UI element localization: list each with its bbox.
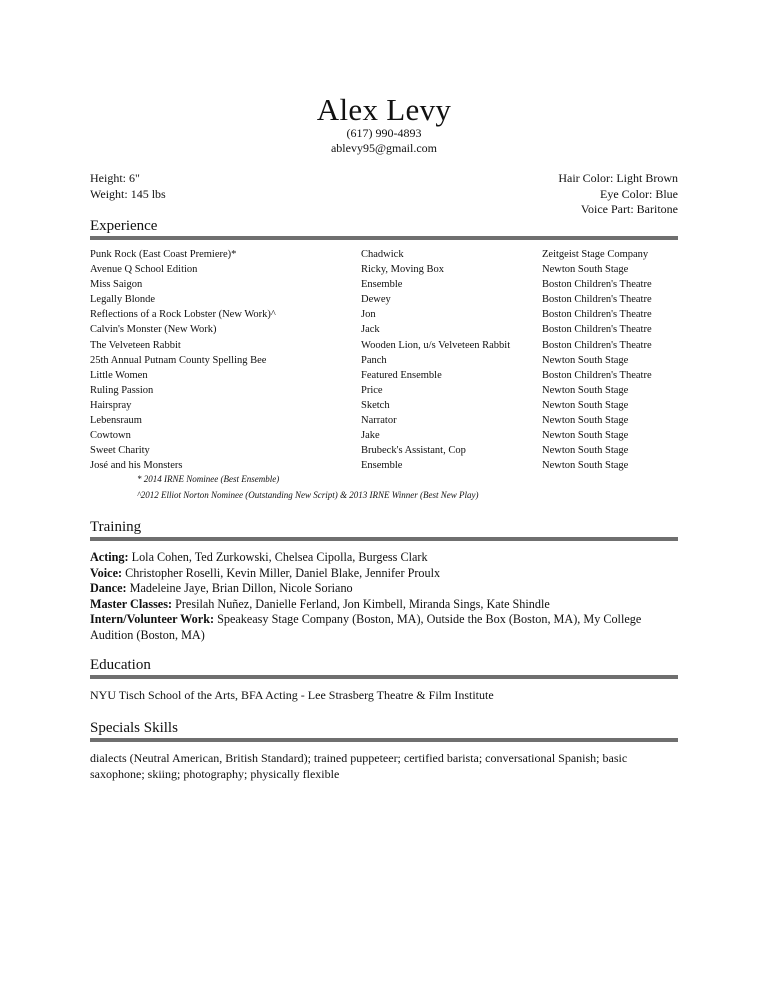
role: Featured Ensemble	[361, 369, 442, 381]
height-stat: Height: 6"	[90, 171, 140, 185]
stats-left	[90, 171, 166, 202]
education-heading: Education	[90, 657, 151, 673]
role: Panch	[361, 354, 387, 366]
experience-row	[90, 277, 678, 292]
role: Ensemble	[361, 279, 403, 291]
company: Newton South Stage	[542, 430, 629, 442]
education-text: NYU Tisch School of the Arts, BFA Acting - Lee Strasberg Theatre & Film Institute	[90, 688, 494, 702]
show-title: Miss Saigon	[90, 279, 143, 291]
email-address: ablevy95@gmail.com	[330, 141, 438, 155]
eye-color-stat: Eye Color: Blue	[600, 186, 678, 201]
training-divider	[90, 537, 678, 541]
show-title: Little Women	[90, 369, 148, 381]
training-heading: Training	[90, 519, 142, 535]
experience-row	[90, 413, 678, 428]
education-divider	[90, 675, 678, 679]
company: Boston Children's Theatre	[542, 294, 652, 306]
experience-table	[90, 247, 678, 473]
training-master-classes: Master Classes: Presilah Nuñez, Danielle Ferland, Jon Kimbell, Miranda Sings, Kate Shindle	[90, 596, 550, 611]
company: Boston Children's Theatre	[542, 309, 652, 321]
footnote-irne: * 2014 IRNE Nominee (Best Ensemble)	[137, 474, 280, 484]
role: Chadwick	[361, 249, 404, 260]
company: Newton South Stage	[542, 264, 629, 276]
experience-row	[90, 428, 678, 443]
weight-stat: Weight: 145 lbs	[90, 186, 166, 201]
experience-row	[90, 292, 678, 307]
experience-divider	[90, 236, 678, 240]
role: Brubeck's Assistant, Cop	[361, 445, 466, 457]
role: Ensemble	[361, 460, 403, 472]
experience-row	[90, 307, 678, 322]
show-title: 25th Annual Putnam County Spelling Bee	[90, 354, 267, 366]
company: Newton South Stage	[542, 384, 629, 396]
hair-color-stat: Hair Color: Light Brown	[558, 171, 678, 185]
experience-row	[90, 322, 678, 337]
skills-heading: Specials Skills	[90, 720, 178, 736]
company: Newton South Stage	[542, 399, 629, 411]
role: Ricky, Moving Box	[361, 264, 445, 276]
company: Newton South Stage	[542, 460, 629, 472]
role: Jake	[361, 430, 380, 442]
role: Narrator	[361, 415, 397, 427]
company: Boston Children's Theatre	[542, 339, 652, 351]
company: Newton South Stage	[542, 354, 629, 366]
role: Dewey	[361, 294, 391, 306]
experience-row	[90, 368, 678, 383]
company: Boston Children's Theatre	[542, 279, 652, 291]
show-title: Sweet Charity	[90, 445, 150, 457]
show-title: Hairspray	[90, 399, 132, 411]
phone-number: (617) 990-4893	[346, 126, 422, 140]
show-title: José and his Monsters	[90, 460, 183, 472]
training-intern-work: Intern/Volunteer Work: Speakeasy Stage Company (Boston, MA), Outside the Box (Boston, MA), My College Audition (Boston, MA)	[90, 612, 642, 642]
company: Newton South Stage	[542, 445, 629, 457]
experience-row	[90, 247, 678, 262]
stats-right	[558, 171, 678, 218]
show-title: Ruling Passion	[90, 384, 154, 396]
role: Price	[361, 384, 383, 396]
role: Sketch	[361, 399, 390, 411]
show-title: Cowtown	[90, 430, 131, 442]
training-voice: Voice: Christopher Roselli, Kevin Miller, Daniel Blake, Jennifer Proulx	[90, 565, 441, 580]
experience-row	[90, 262, 678, 277]
voice-part-stat: Voice Part: Baritone	[580, 202, 678, 216]
skills-text: dialects (Neutral American, British Standard); trained puppeteer; certified barista; conversational Spanish; basic saxophone; skiing; photography; physically flexible	[90, 751, 628, 781]
experience-row	[90, 353, 678, 368]
footnote-norton: ^2012 Elliot Norton Nominee (Outstanding New Script) & 2013 IRNE Winner (Best New Play)	[137, 490, 479, 500]
company: Boston Children's Theatre	[542, 369, 652, 381]
show-title: The Velveteen Rabbit	[90, 339, 181, 351]
show-title: Avenue Q School Edition	[90, 264, 198, 276]
show-title: Calvin's Monster (New Work)	[90, 324, 217, 336]
experience-row	[90, 458, 678, 473]
experience-row	[90, 338, 678, 353]
training-acting: Acting: Lola Cohen, Ted Zurkowski, Chelsea Cipolla, Burgess Clark	[90, 550, 428, 564]
resume-name: Alex Levy	[316, 92, 452, 127]
show-title: Punk Rock (East Coast Premiere)*	[90, 249, 237, 260]
role: Jack	[361, 324, 380, 336]
experience-row	[90, 443, 678, 458]
experience-row	[90, 398, 678, 413]
company: Newton South Stage	[542, 415, 629, 427]
role: Jon	[361, 309, 376, 321]
show-title: Legally Blonde	[90, 294, 156, 306]
experience-row	[90, 383, 678, 398]
show-title: Lebensraum	[90, 415, 142, 427]
training-dance: Dance: Madeleine Jaye, Brian Dillon, Nicole Soriano	[90, 581, 353, 595]
experience-heading: Experience	[90, 218, 158, 234]
company: Zeitgeist Stage Company	[542, 249, 649, 260]
company: Boston Children's Theatre	[542, 324, 652, 336]
skills-divider	[90, 738, 678, 742]
show-title: Reflections of a Rock Lobster (New Work)^	[90, 309, 276, 321]
role: Wooden Lion, u/s Velveteen Rabbit	[361, 339, 511, 351]
training-list	[90, 550, 678, 643]
